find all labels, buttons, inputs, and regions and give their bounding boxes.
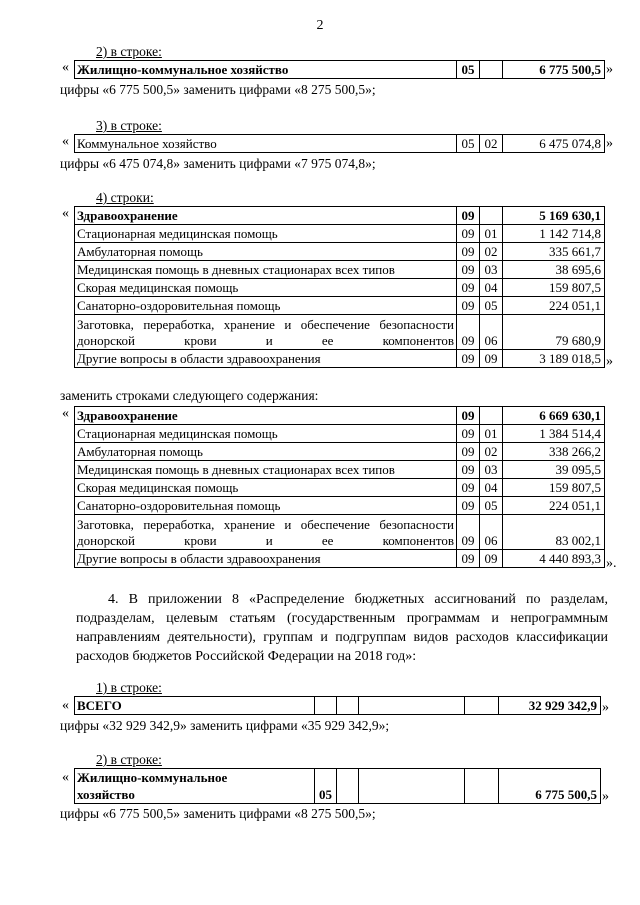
row-sum: 6 775 500,5 xyxy=(503,61,605,79)
row-sum: 1 384 514,4 xyxy=(503,425,605,443)
table-row xyxy=(75,261,605,279)
row-sum: 4 440 893,3 xyxy=(503,550,605,568)
row-rz: 09 xyxy=(457,550,480,568)
row-sum: 335 661,7 xyxy=(503,243,605,261)
row-name: Скорая медицинская помощь xyxy=(75,479,457,497)
row-pr: 04 xyxy=(480,279,503,297)
row-name: Стационарная медицинская помощь xyxy=(75,425,457,443)
row-sum: 159 807,5 xyxy=(503,479,605,497)
row-sum: 224 051,1 xyxy=(503,297,605,315)
quote-open: « xyxy=(62,60,69,75)
row-name: Заготовка, переработка, хранение и обеспечение безопасности донорской крови и ее компонентов xyxy=(75,315,457,350)
s1-label: 2) в строке: xyxy=(96,44,162,59)
table-row xyxy=(75,225,605,243)
row-pr xyxy=(480,407,503,425)
row-name: Санаторно-оздоровительная помощь xyxy=(75,497,457,515)
row-csr xyxy=(359,769,465,804)
row-pr xyxy=(480,61,503,79)
row-name: Амбулаторная помощь xyxy=(75,443,457,461)
row-name: Другие вопросы в области здравоохранения xyxy=(75,350,457,368)
row-sum: 6 669 630,1 xyxy=(503,407,605,425)
row-pr xyxy=(480,207,503,225)
row-vr xyxy=(465,769,499,804)
row-rz: 05 xyxy=(315,769,337,804)
s5-label: 1) в строке: xyxy=(96,680,162,695)
row-csr xyxy=(359,697,465,715)
row-name: Здравоохранение xyxy=(75,207,457,225)
row-sum: 5 169 630,1 xyxy=(503,207,605,225)
row-rz: 09 xyxy=(457,497,480,515)
quote-open: « xyxy=(62,698,69,713)
row-pr: 05 xyxy=(480,497,503,515)
row-name: ВСЕГО xyxy=(75,697,315,715)
s1-table xyxy=(74,60,605,79)
quote-open: « xyxy=(62,406,69,421)
row-rz: 09 xyxy=(457,207,480,225)
table-row xyxy=(75,515,605,550)
row-rz: 09 xyxy=(457,279,480,297)
table-row xyxy=(75,315,605,350)
quote-close: » xyxy=(606,136,613,151)
table-row xyxy=(75,207,605,225)
table-row xyxy=(75,550,605,568)
row-sum: 224 051,1 xyxy=(503,497,605,515)
quote-close: ». xyxy=(606,556,617,571)
row-rz: 09 xyxy=(457,443,480,461)
row-name: Амбулаторная помощь xyxy=(75,243,457,261)
row-pr: 04 xyxy=(480,479,503,497)
row-rz: 09 xyxy=(457,297,480,315)
row-pr: 05 xyxy=(480,297,503,315)
row-name: Жилищно-коммунальное хозяйство xyxy=(75,769,315,804)
s5-table xyxy=(74,696,601,715)
row-rz: 09 xyxy=(457,425,480,443)
row-sum: 159 807,5 xyxy=(503,279,605,297)
s5-text: цифры «32 929 342,9» заменить цифрами «35 929 342,9»; xyxy=(60,718,390,733)
quote-close: » xyxy=(606,62,613,77)
s6-label: 2) в строке: xyxy=(96,752,162,767)
quote-close: » xyxy=(606,354,613,369)
row-pr: 01 xyxy=(480,225,503,243)
table-row xyxy=(75,479,605,497)
s2-table xyxy=(74,134,605,153)
row-rz: 09 xyxy=(457,315,480,350)
row-rz: 05 xyxy=(457,135,480,153)
s4-table xyxy=(74,406,605,568)
row-rz: 09 xyxy=(457,350,480,368)
s3-table xyxy=(74,206,605,368)
row-sum: 83 002,1 xyxy=(503,515,605,550)
row-sum: 3 189 018,5 xyxy=(503,350,605,368)
row-name: Скорая медицинская помощь xyxy=(75,279,457,297)
quote-open: « xyxy=(62,206,69,221)
row-rz: 09 xyxy=(457,243,480,261)
page-number: 2 xyxy=(316,18,324,33)
row-name: Другие вопросы в области здравоохранения xyxy=(75,550,457,568)
table-row xyxy=(75,407,605,425)
s2-text: цифры «6 475 074,8» заменить цифрами «7 975 074,8»; xyxy=(60,156,376,171)
table-row xyxy=(75,461,605,479)
row-vr xyxy=(465,697,499,715)
quote-close: » xyxy=(602,789,609,804)
row-pr: 06 xyxy=(480,515,503,550)
row-rz: 09 xyxy=(457,479,480,497)
row-pr xyxy=(337,697,359,715)
quote-close: » xyxy=(602,700,609,715)
row-sum: 38 695,6 xyxy=(503,261,605,279)
row-rz: 05 xyxy=(457,61,480,79)
row-name: Здравоохранение xyxy=(75,407,457,425)
s3-label: 4) строки: xyxy=(96,190,154,205)
table-row xyxy=(75,297,605,315)
s2-label: 3) в строке: xyxy=(96,118,162,133)
row-rz: 09 xyxy=(457,407,480,425)
row-name: Медицинская помощь в дневных стационарах всех типов xyxy=(75,461,457,479)
paragraph-4: 4. В приложении 8 «Распределение бюджетных ассигнований по разделам, подразделам, целевым статьям (государственным программам и непрограммным направлениям деятельности), группам и подгруппам видов расходов классификации расходов бюджетов Российской Федерации на 2018 год»: xyxy=(76,592,608,664)
row-name: Медицинская помощь в дневных стационарах всех типов xyxy=(75,261,457,279)
quote-open: « xyxy=(62,770,69,785)
row-sum: 1 142 714,8 xyxy=(503,225,605,243)
row-sum: 32 929 342,9 xyxy=(499,697,601,715)
table-row xyxy=(75,425,605,443)
row-sum: 338 266,2 xyxy=(503,443,605,461)
row-sum: 39 095,5 xyxy=(503,461,605,479)
row-pr: 02 xyxy=(480,135,503,153)
row-pr: 02 xyxy=(480,443,503,461)
row-name: Стационарная медицинская помощь xyxy=(75,225,457,243)
row-sum: 79 680,9 xyxy=(503,315,605,350)
row-rz: 09 xyxy=(457,225,480,243)
table-row xyxy=(75,769,601,804)
row-name: Жилищно-коммунальное хозяйство xyxy=(75,61,457,79)
row-pr: 06 xyxy=(480,315,503,350)
row-sum: 6 775 500,5 xyxy=(499,769,601,804)
s6-text: цифры «6 775 500,5» заменить цифрами «8 275 500,5»; xyxy=(60,806,376,821)
row-rz xyxy=(315,697,337,715)
row-pr: 01 xyxy=(480,425,503,443)
quote-open: « xyxy=(62,134,69,149)
table-row xyxy=(75,497,605,515)
row-name: Заготовка, переработка, хранение и обеспечение безопасности донорской крови и ее компонентов xyxy=(75,515,457,550)
row-name: Коммунальное хозяйство xyxy=(75,135,457,153)
row-rz: 09 xyxy=(457,261,480,279)
table-row xyxy=(75,350,605,368)
table-row xyxy=(75,697,601,715)
table-row xyxy=(75,443,605,461)
replace-label: заменить строками следующего содержания: xyxy=(60,388,319,403)
row-pr: 02 xyxy=(480,243,503,261)
row-rz: 09 xyxy=(457,515,480,550)
row-sum: 6 475 074,8 xyxy=(503,135,605,153)
row-pr: 03 xyxy=(480,461,503,479)
row-pr xyxy=(337,769,359,804)
table-row xyxy=(75,279,605,297)
row-name: Санаторно-оздоровительная помощь xyxy=(75,297,457,315)
row-rz: 09 xyxy=(457,461,480,479)
row-pr: 03 xyxy=(480,261,503,279)
s6-table xyxy=(74,768,601,804)
table-row xyxy=(75,243,605,261)
s1-text: цифры «6 775 500,5» заменить цифрами «8 275 500,5»; xyxy=(60,82,376,97)
table-row xyxy=(75,135,605,153)
row-pr: 09 xyxy=(480,550,503,568)
row-pr: 09 xyxy=(480,350,503,368)
table-row xyxy=(75,61,605,79)
